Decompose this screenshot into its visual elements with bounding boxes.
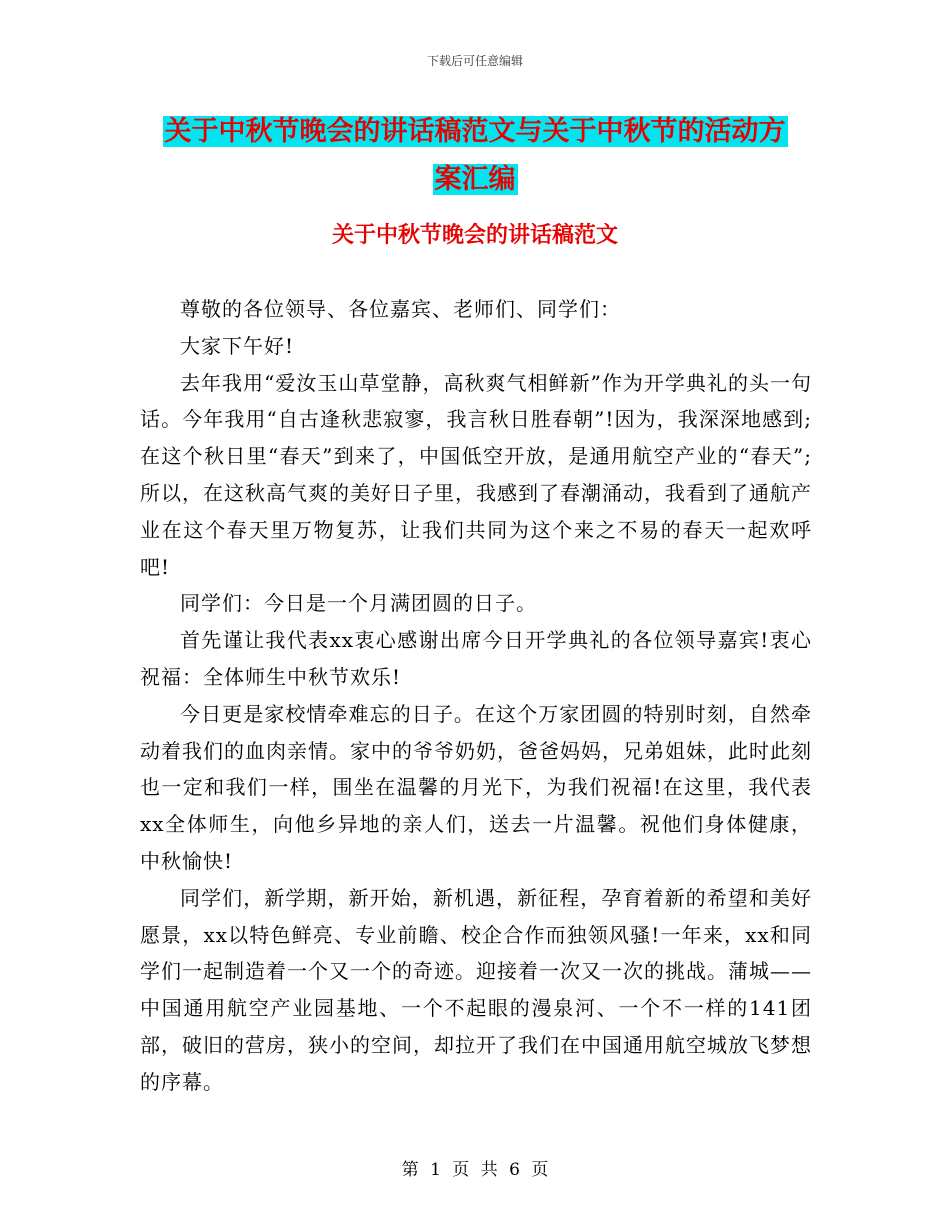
paragraph: 大家下午好! bbox=[180, 333, 295, 358]
paragraph: 同学们，新学期，新开始，新机遇，新征程，孕育着新的希望和美好愿景，xx以特色鲜亮、专业前瞻、校企合作而独领风骚!一年来，xx和同学们一起制造着一个又一个的奇迹。迎接着一次又一次的挑战。蒲城——中国通用航空产业园基地、一个不起眼的漫泉河、一个不一样的141团部，破旧的营房，狭小的空间，却拉开了我们在中国通用航空城放飞梦想的序幕。 bbox=[140, 885, 812, 1094]
document-title-line-2: 案汇编 bbox=[434, 164, 516, 195]
section-title: 关于中秋节晚会的讲话稿范文 bbox=[331, 222, 618, 248]
paragraph: 同学们：今日是一个月满团圆的日子。 bbox=[180, 591, 537, 616]
paragraph: 今日更是家校情牵难忘的日子。在这个万家团圆的特别时刻，自然牵动着我们的血肉亲情。家中的爷爷奶奶，爸爸妈妈，兄弟姐妹，此时此刻也一定和我们一样，围坐在温馨的月光下，为我们祝福!在这里，我代表xx全体师生，向他乡异地的亲人们，送去一片温馨。祝他们身体健康，中秋愉快! bbox=[140, 701, 812, 873]
paragraph: 尊敬的各位领导、各位嘉宾、老师们、同学们： bbox=[180, 297, 621, 321]
page-number-footer: 第 1 页 共 6 页 bbox=[401, 1160, 549, 1180]
document-title-line-1: 关于中秋节晚会的讲话稿范文与关于中秋节的活动方 bbox=[164, 116, 786, 147]
body-text bbox=[140, 291, 812, 1101]
document-title bbox=[140, 108, 810, 204]
paragraph: 首先谨让我代表xx衷心感谢出席今日开学典礼的各位领导嘉宾!衷心祝福：全体师生中秋节欢乐! bbox=[140, 628, 812, 689]
header-note: 下载后可任意编辑 bbox=[426, 54, 523, 68]
paragraph: 去年我用“爱汝玉山草堂静，高秋爽气相鲜新”作为开学典礼的头一句话。今年我用“自古逢秋悲寂寥，我言秋日胜春朝”!因为，我深深地感到;在这个秋日里“春天”到来了，中国低空开放，是通用航空产业的“春天”;所以，在这秋高气爽的美好日子里，我感到了春潮涌动，我看到了通航产业在这个春天里万物复苏，让我们共同为这个来之不易的春天一起欢呼吧! bbox=[140, 370, 812, 579]
